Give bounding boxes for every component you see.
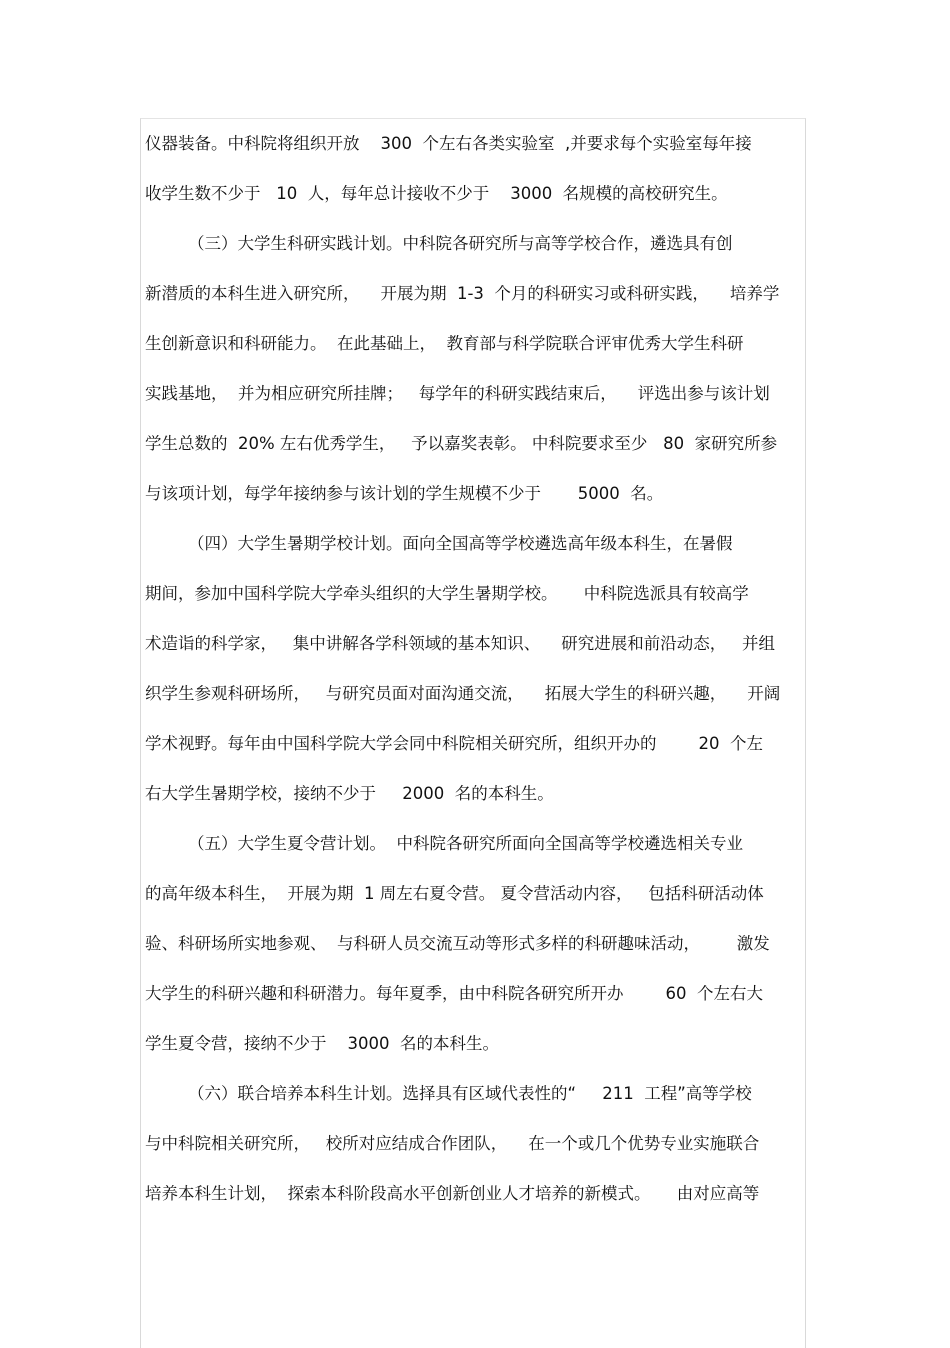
text-line: 右大学生暑期学校，接纳不少于 2000 名的本科生。 (145, 784, 554, 803)
text-line: 验、科研场所实地参观、 与科研人员交流互动等形式多样的科研趣味活动， 激发 (145, 934, 770, 953)
text-line: 大学生的科研兴趣和科研潜力。每年夏季，由中科院各研究所开办 60 个左右大 (145, 984, 763, 1003)
text-line: 的高年级本科生， 开展为期 1 周左右夏令营。 夏令营活动内容， 包括科研活动体 (145, 884, 764, 903)
text-line: 学生夏令营，接纳不少于 3000 名的本科生。 (145, 1034, 499, 1053)
text-line: 仪器装备。中科院将组织开放 300 个左右各类实验室 ,并要求每个实验室每年接 (145, 134, 752, 153)
text-line: 术造诣的科学家， 集中讲解各学科领域的基本知识、 研究进展和前沿动态， 并组 (145, 634, 775, 653)
text-line: （三）大学生科研实践计划。中科院各研究所与高等学校合作，遴选具有创 (188, 234, 733, 253)
text-line: 与中科院相关研究所， 校所对应结成合作团队， 在一个或几个优势专业实施联合 (145, 1134, 760, 1153)
text-line: （六）联合培养本科生计划。选择具有区域代表性的“ 211 工程”高等学校 (188, 1084, 752, 1103)
text-line: （五）大学生夏令营计划。 中科院各研究所面向全国高等学校遴选相关专业 (188, 834, 743, 853)
text-line: 织学生参观科研场所， 与研究员面对面沟通交流， 拓展大学生的科研兴趣， 开阔 (145, 684, 781, 703)
text-line: 期间，参加中国科学院大学牵头组织的大学生暑期学校。 中科院选派具有较高学 (145, 584, 749, 603)
text-line: 学术视野。每年由中国科学院大学会同中科院相关研究所，组织开办的 20 个左 (145, 734, 763, 753)
text-line: 新潜质的本科生进入研究所， 开展为期 1-3 个月的科研实习或科研实践， 培养学 (145, 284, 780, 303)
text-line: 培养本科生计划， 探索本科阶段高水平创新创业人才培养的新模式。 由对应高等 (145, 1184, 760, 1203)
text-line: 学生总数的 20% 左右优秀学生， 予以嘉奖表彰。 中科院要求至少 80 家研究所参 (145, 434, 778, 453)
text-line: 与该项计划，每学年接纳参与该计划的学生规模不少于 5000 名。 (145, 484, 664, 503)
text-line: 生创新意识和科研能力。 在此基础上， 教育部与科学院联合评审优秀大学生科研 (145, 334, 744, 353)
text-line: 实践基地， 并为相应研究所挂牌； 每学年的科研实践结束后， 评选出参与该计划 (145, 384, 770, 403)
text-line: 收学生数不少于 10 人，每年总计接收不少于 3000 名规模的高校研究生。 (145, 184, 728, 203)
text-line: （四）大学生暑期学校计划。面向全国高等学校遴选高年级本科生，在暑假 (188, 534, 733, 553)
